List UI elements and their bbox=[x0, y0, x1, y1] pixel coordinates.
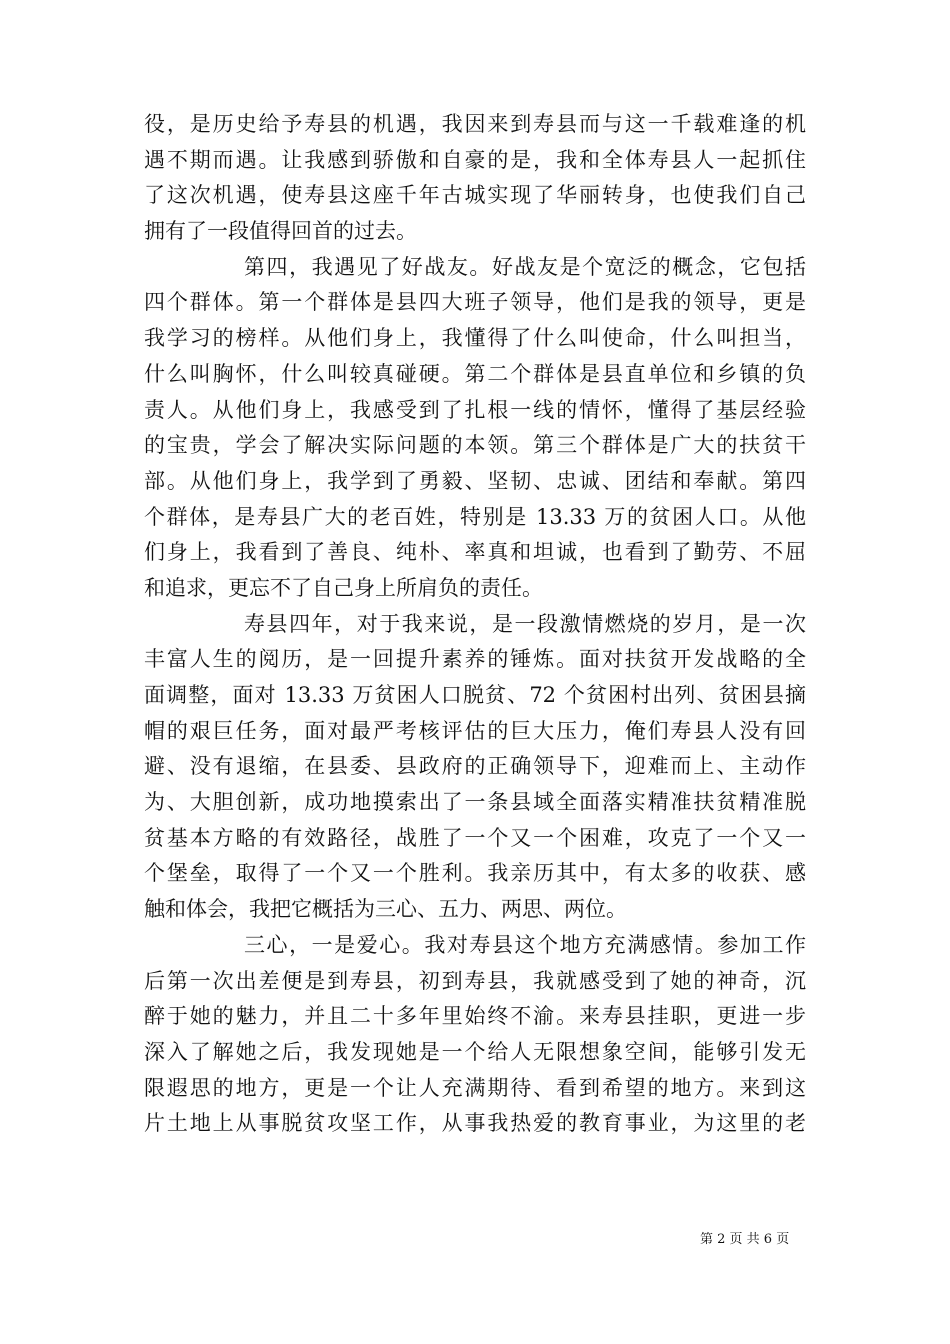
text-line: 个群体，是寿县广大的老百姓，特别是 13.33 万的贫困人口。从他 bbox=[144, 504, 806, 529]
text-line: 拥有了一段值得回首的过去。 bbox=[144, 219, 417, 244]
text-line: 避、没有退缩，在县委、县政府的正确领导下，迎难而上、主动作 bbox=[144, 754, 806, 779]
text-line: 限遐思的地方，更是一个让人充满期待、看到希望的地方。来到这 bbox=[144, 1075, 806, 1100]
text-line: 帽的艰巨任务，面对最严考核评估的巨大压力，俺们寿县人没有回 bbox=[144, 718, 806, 743]
text-line: 了这次机遇，使寿县这座千年古城实现了华丽转身，也使我们自己 bbox=[144, 183, 806, 208]
text-line: 的宝贵，学会了解决实际问题的本领。第三个群体是广大的扶贫干 bbox=[144, 433, 806, 458]
paragraph-first-line: 寿县四年，对于我来说，是一段激情燃烧的岁月，是一次 bbox=[244, 611, 806, 636]
text-line: 贫基本方略的有效路径，战胜了一个又一个困难，攻克了一个又一 bbox=[144, 825, 806, 850]
text-line: 深入了解她之后，我发现她是一个给人无限想象空间，能够引发无 bbox=[144, 1039, 806, 1064]
text-line: 役，是历史给予寿县的机遇，我因来到寿县而与这一千载难逢的机 bbox=[144, 112, 806, 136]
text-line: 为、大胆创新，成功地摸索出了一条县域全面落实精准扶贫精准脱 bbox=[144, 790, 806, 815]
text-line: 后第一次出差便是到寿县，初到寿县，我就感受到了她的神奇，沉 bbox=[144, 968, 806, 993]
text-line: 责人。从他们身上，我感受到了扎根一线的情怀，懂得了基层经验 bbox=[144, 397, 806, 422]
paragraph-first-line: 三心，一是爱心。我对寿县这个地方充满感情。参加工作 bbox=[244, 932, 806, 957]
text-line: 们身上，我看到了善良、纯朴、率真和坦诚，也看到了勤劳、不屈 bbox=[144, 540, 806, 565]
text-line: 面调整，面对 13.33 万贫困人口脱贫、72 个贫困村出列、贫困县摘 bbox=[144, 683, 806, 707]
page-footer: 第 2 页 共 6 页 bbox=[700, 1232, 790, 1247]
text-line: 部。从他们身上，我学到了勇毅、坚韧、忠诚、团结和奉献。第四 bbox=[144, 468, 806, 493]
text-line: 我学习的榜样。从他们身上，我懂得了什么叫使命，什么叫担当， bbox=[144, 326, 806, 351]
text-line: 遇不期而遇。让我感到骄傲和自豪的是，我和全体寿县人一起抓住 bbox=[144, 147, 806, 172]
text-line: 丰富人生的阅历，是一回提升素养的锤炼。面对扶贫开发战略的全 bbox=[144, 647, 806, 672]
text-line: 四个群体。第一个群体是县四大班子领导，他们是我的领导，更是 bbox=[144, 290, 806, 315]
text-line: 和追求，更忘不了自己身上所肩负的责任。 bbox=[144, 575, 543, 600]
text-line: 片土地上从事脱贫攻坚工作，从事我热爱的教育事业，为这里的老 bbox=[144, 1111, 806, 1136]
paragraph-first-line: 第四，我遇见了好战友。好战友是个宽泛的概念，它包括 bbox=[244, 254, 806, 279]
text-line: 醉于她的魅力，并且二十多年里始终不渝。来寿县挂职，更进一步 bbox=[144, 1004, 806, 1029]
text-line: 什么叫胸怀，什么叫较真碰硬。第二个群体是县直单位和乡镇的负 bbox=[144, 361, 806, 386]
text-line: 个堡垒，取得了一个又一个胜利。我亲历其中，有太多的收获、感 bbox=[144, 861, 806, 886]
document-body bbox=[144, 107, 806, 1142]
text-line: 触和体会，我把它概括为三心、五力、两思、两位。 bbox=[144, 897, 627, 922]
